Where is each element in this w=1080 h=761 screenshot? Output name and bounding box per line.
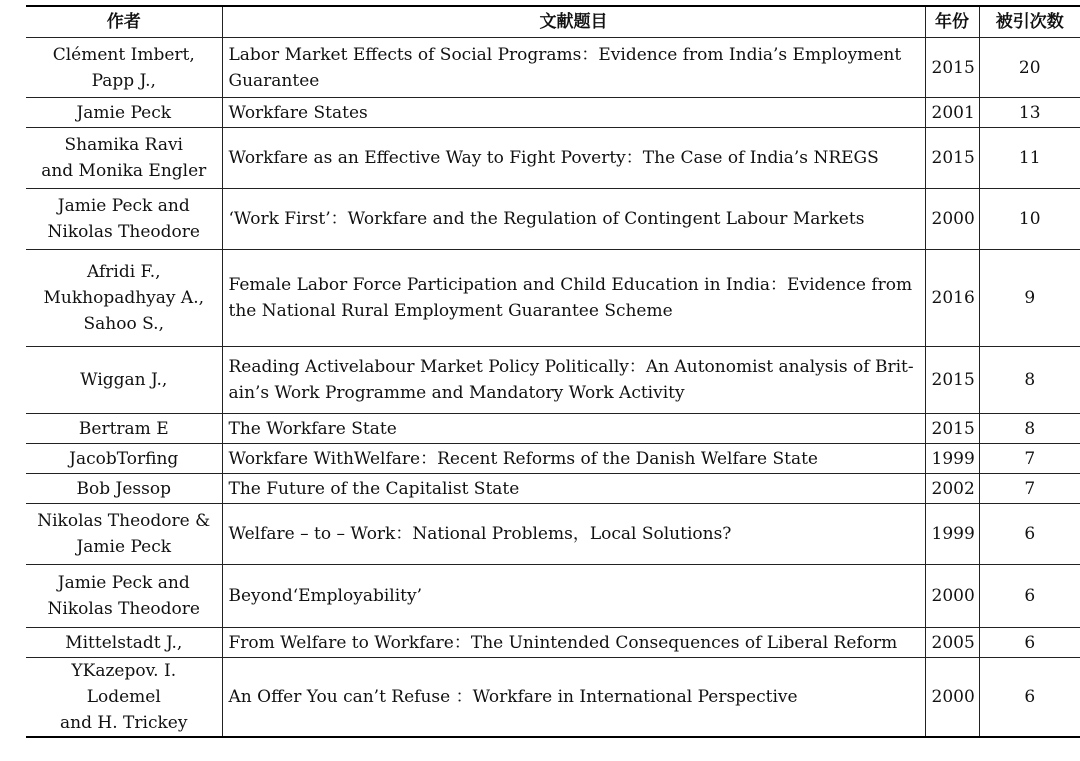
- title-line: Female Labor Force Participation and Child Education in India：Evidence from: [228, 275, 913, 295]
- author-cell: [26, 565, 222, 628]
- title-line: The Workfare State: [228, 418, 397, 439]
- header-author: 作者: [26, 6, 222, 38]
- author-cell: [26, 128, 222, 189]
- title-line: Beyond‘Employability’: [228, 586, 422, 606]
- title-line: An Offer You can’t Refuse ：Workfare in International Perspective: [228, 687, 798, 707]
- title-cell: [222, 658, 925, 738]
- year-cell: 2002: [925, 474, 979, 504]
- title-line: The Future of the Capitalist State: [228, 478, 520, 499]
- citations-cell: 9: [979, 250, 1080, 347]
- year-cell: 2000: [925, 189, 979, 250]
- citations-cell: 13: [979, 98, 1080, 128]
- title-line: Labor Market Effects of Social Programs：Evidence from India’s Employment: [228, 44, 902, 65]
- table-row: [26, 504, 1080, 565]
- author-line: and H. Trickey: [60, 713, 188, 733]
- year-cell: 2000: [925, 658, 979, 738]
- header-citations: 被引次数: [979, 6, 1080, 38]
- year-cell: 2016: [925, 250, 979, 347]
- citation-table: [26, 5, 1080, 738]
- title-cell: [222, 189, 925, 250]
- table-row: [26, 565, 1080, 628]
- author-cell: [26, 658, 222, 738]
- citations-cell: 8: [979, 414, 1080, 444]
- title-cell: [222, 98, 925, 128]
- title-cell: [222, 250, 925, 347]
- author-line: Nikolas Theodore: [47, 222, 200, 242]
- author-cell: [26, 504, 222, 565]
- author-line: and Monika Engler: [41, 161, 207, 181]
- title-cell: [222, 504, 925, 565]
- table-row: [26, 444, 1080, 474]
- author-cell: [26, 347, 222, 414]
- citations-cell: 10: [979, 189, 1080, 250]
- author-cell: [26, 414, 222, 444]
- author-line: Bertram E: [78, 418, 169, 439]
- title-line: Guarantee: [228, 70, 320, 91]
- author-cell: [26, 98, 222, 128]
- author-line: Mittelstadt J.,: [65, 632, 183, 653]
- author-line: Wiggan J.,: [80, 370, 168, 390]
- author-cell: [26, 474, 222, 504]
- title-line: Workfare as an Effective Way to Fight Poverty：The Case of India’s NREGS: [228, 148, 879, 168]
- title-line: Reading Activelabour Market Policy Politically：An Autonomist analysis of Brit-: [228, 357, 914, 377]
- title-line: Welfare – to – Work：National Problems，Local Solutions?: [228, 524, 732, 544]
- author-line: Mukhopadhyay A.,: [43, 288, 205, 308]
- citations-cell: 6: [979, 658, 1080, 738]
- title-cell: [222, 565, 925, 628]
- author-line: Clément Imbert,: [52, 44, 195, 65]
- author-line: Sahoo S.,: [83, 314, 164, 334]
- table-row: [26, 474, 1080, 504]
- author-line: JacobTorfing: [69, 448, 179, 469]
- year-cell: 2000: [925, 565, 979, 628]
- author-cell: [26, 628, 222, 658]
- title-line: Workfare States: [228, 102, 368, 123]
- author-cell: [26, 189, 222, 250]
- year-cell: 1999: [925, 504, 979, 565]
- table-row: [26, 658, 1080, 738]
- year-cell: 2005: [925, 628, 979, 658]
- year-cell: 2001: [925, 98, 979, 128]
- author-line: Bob Jessop: [76, 478, 171, 499]
- table-row: [26, 347, 1080, 414]
- title-line: Workfare WithWelfare：Recent Reforms of the Danish Welfare State: [228, 448, 818, 469]
- year-cell: 2015: [925, 414, 979, 444]
- citations-cell: 20: [979, 38, 1080, 98]
- title-line: the National Rural Employment Guarantee Scheme: [228, 301, 673, 321]
- citations-cell: 6: [979, 565, 1080, 628]
- table-row: [26, 189, 1080, 250]
- title-line: ain’s Work Programme and Mandatory Work Activity: [228, 383, 685, 403]
- year-cell: 2015: [925, 347, 979, 414]
- citations-cell: 8: [979, 347, 1080, 414]
- table-row: [26, 628, 1080, 658]
- header-title: 文献题目: [222, 6, 925, 38]
- title-line: ‘Work First’：Workfare and the Regulation of Contingent Labour Markets: [228, 209, 865, 229]
- author-line: Jamie Peck and: [57, 573, 190, 593]
- citations-cell: 11: [979, 128, 1080, 189]
- title-cell: [222, 38, 925, 98]
- table-row: [26, 38, 1080, 98]
- title-cell: [222, 474, 925, 504]
- author-line: Jamie Peck: [76, 537, 172, 557]
- author-line: Papp J.,: [91, 70, 156, 91]
- title-line: From Welfare to Workfare：The Unintended Consequences of Liberal Reform: [228, 632, 898, 653]
- author-line: Afridi F.,: [86, 262, 161, 282]
- citations-cell: 7: [979, 474, 1080, 504]
- author-cell: [26, 38, 222, 98]
- title-cell: [222, 444, 925, 474]
- author-line: Shamika Ravi: [64, 135, 183, 155]
- author-cell: [26, 250, 222, 347]
- table-row: [26, 128, 1080, 189]
- table-row: [26, 414, 1080, 444]
- author-cell: [26, 444, 222, 474]
- year-cell: 1999: [925, 444, 979, 474]
- author-line: Jamie Peck and: [57, 196, 190, 216]
- title-cell: [222, 128, 925, 189]
- author-line: YKazepov. I. Lodemel: [71, 661, 177, 707]
- title-cell: [222, 347, 925, 414]
- author-line: Jamie Peck: [76, 102, 172, 123]
- citations-cell: 6: [979, 628, 1080, 658]
- table-row: [26, 250, 1080, 347]
- citations-cell: 6: [979, 504, 1080, 565]
- author-line: Nikolas Theodore: [47, 599, 200, 619]
- year-cell: 2015: [925, 128, 979, 189]
- table-row: [26, 98, 1080, 128]
- author-line: Nikolas Theodore &: [37, 511, 211, 531]
- year-cell: 2015: [925, 38, 979, 98]
- title-cell: [222, 628, 925, 658]
- table-header-row: [26, 6, 1080, 38]
- citations-cell: 7: [979, 444, 1080, 474]
- header-year: 年份: [925, 6, 979, 38]
- title-cell: [222, 414, 925, 444]
